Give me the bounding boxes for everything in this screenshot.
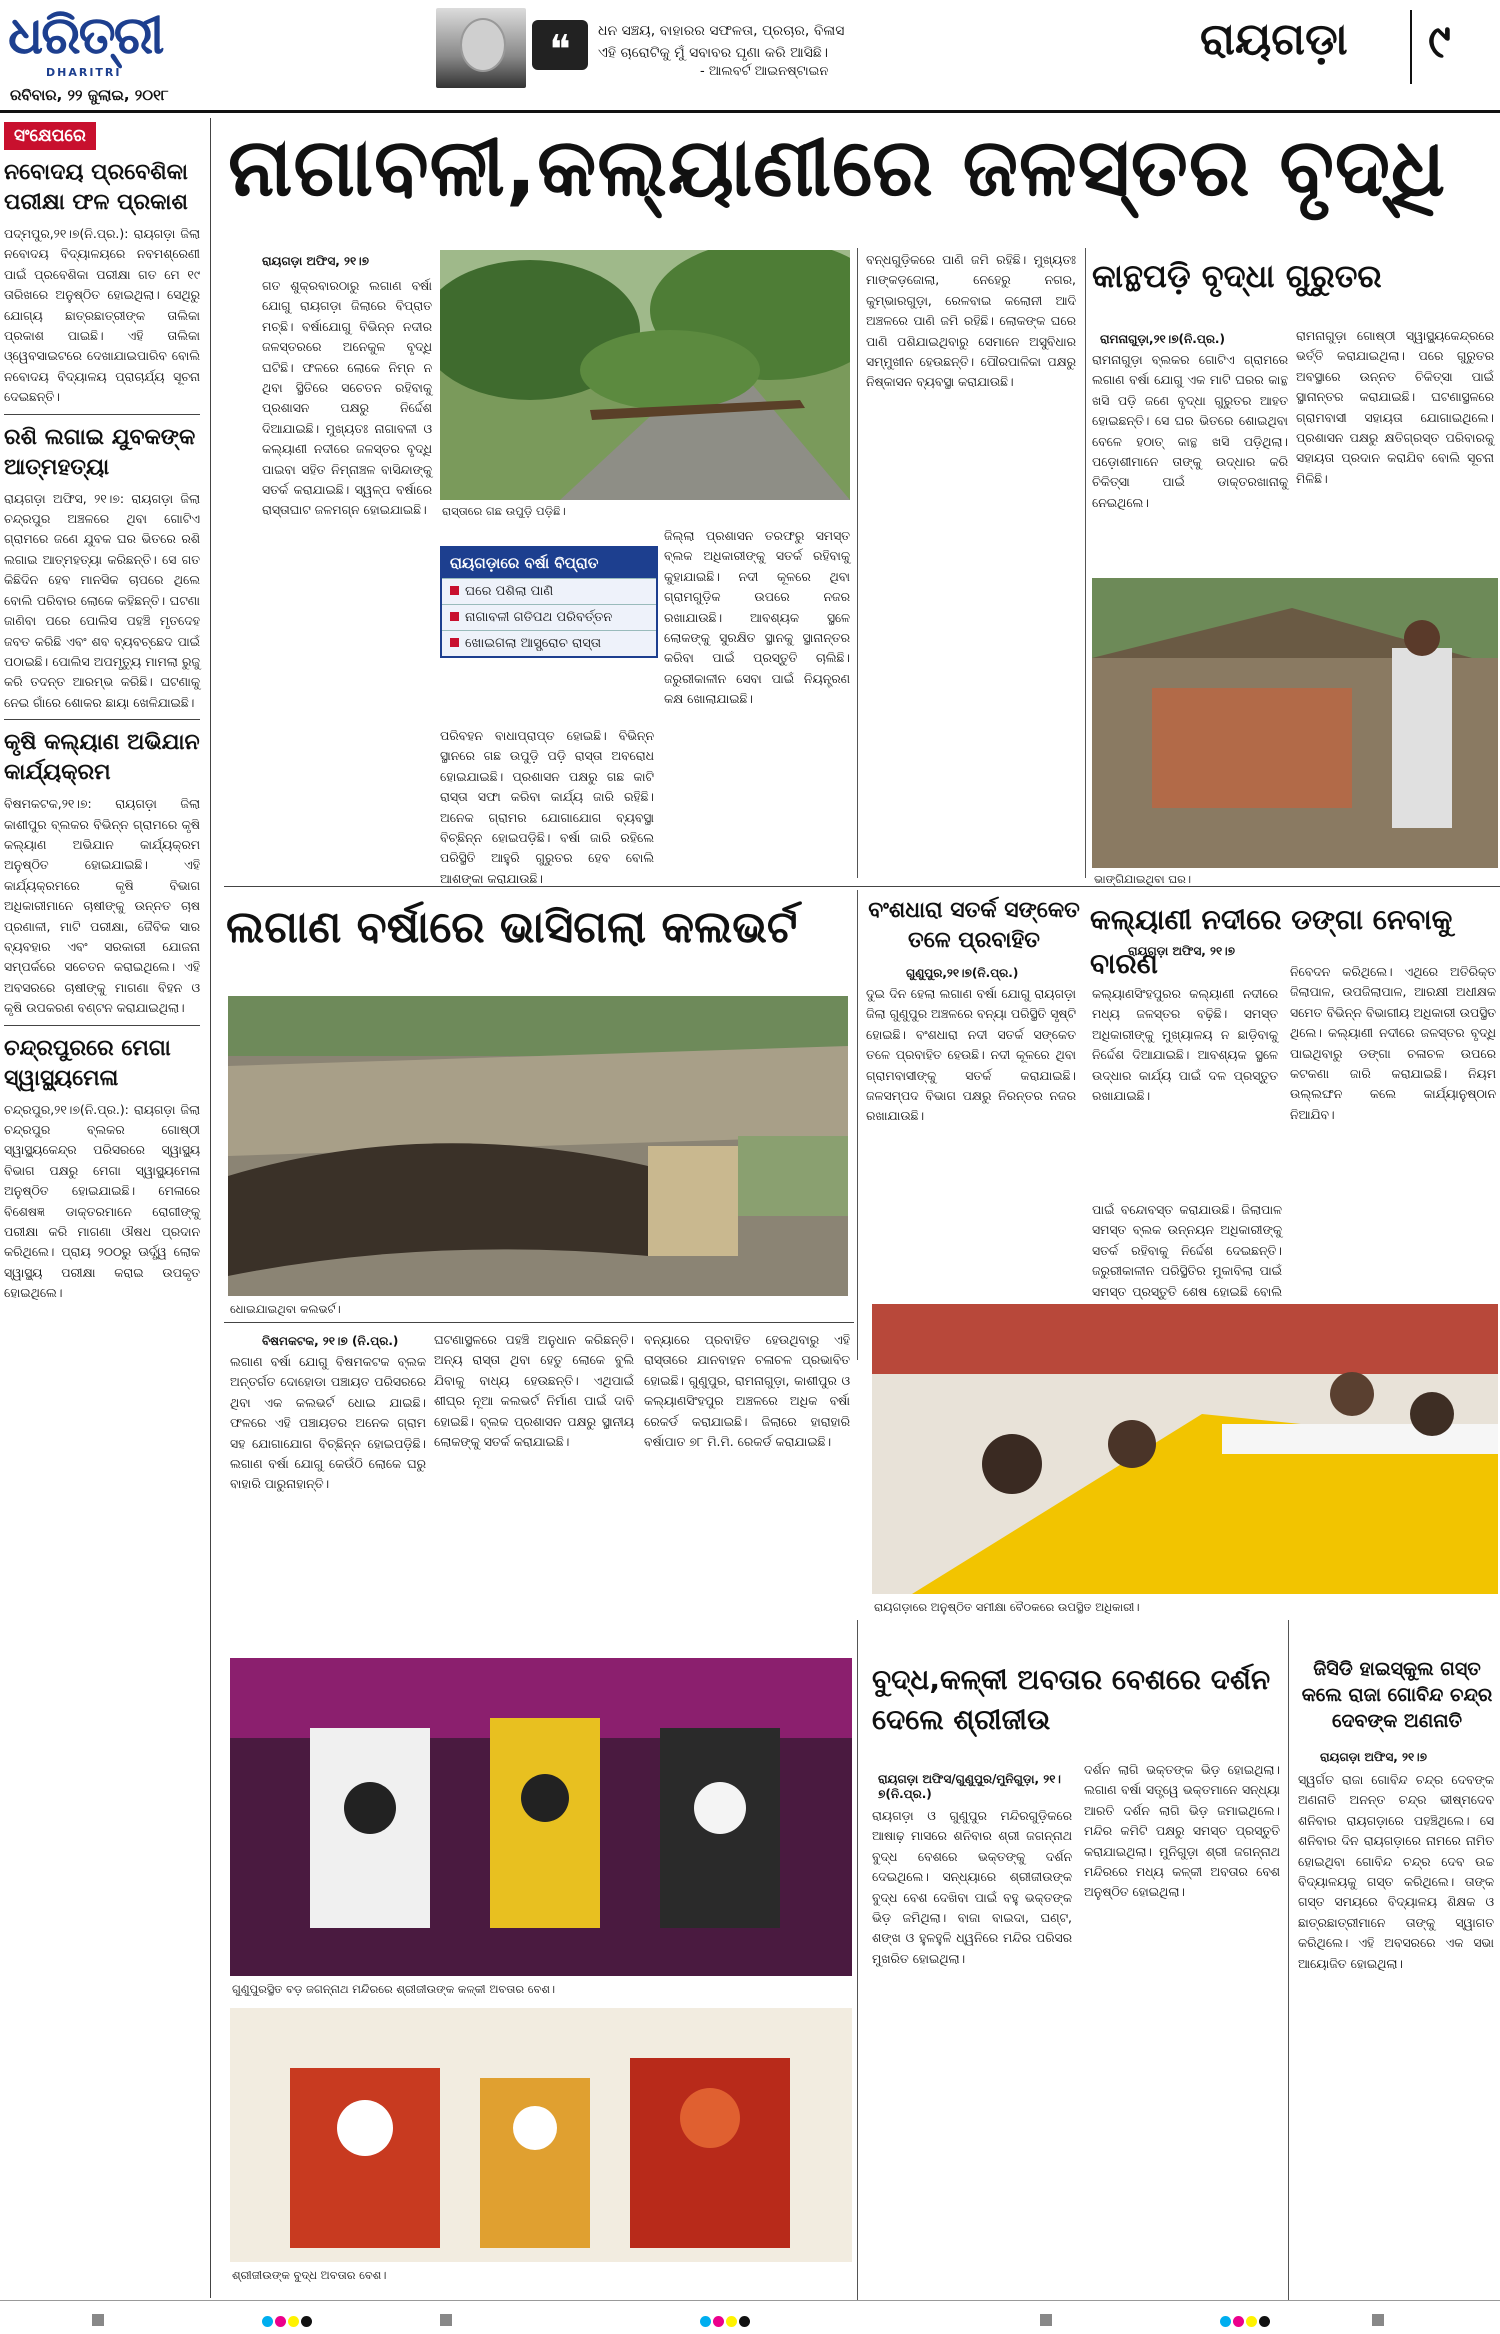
brief-item [4,728,200,1018]
registration-block [92,2314,104,2326]
bullet-icon [450,638,459,647]
column-rule [857,890,858,1360]
jagannath-text-col1: ରାୟଗଡ଼ା ଓ ଗୁଣୁପୁର ମନ୍ଦିରଗୁଡ଼ିକରେ ଆଷାଢ଼ ମାସରେ ଶନିବାର ଶ୍ରୀ ଜଗନ୍ନାଥ ବୁଦ୍ଧ ବେଶରେ ଭକ୍ତଙ୍କୁ ଦର୍ଶନ ଦେଇଥିଲେ। ସନ୍ଧ୍ୟାରେ ଶ୍ରୀଜୀଉଙ୍କ ବୁଦ୍ଧ ବେଶ ଦେଖିବା ପାଇଁ ବହୁ ଭକ୍ତଙ୍କ ଭିଡ଼ ଜମିଥିଲା। ବାଜା ବାଇଦା, ଘଣ୍ଟ, ଶଙ୍ଖ ଓ ହୁଳହୁଳି ଧ୍ୱନିରେ ମନ୍ଦିର ପରିସର ମୁଖରିତ ହୋଇଥିଲା। [872,1808,1072,1966]
masthead-logo [8,5,163,88]
brief-divider [4,414,200,415]
buddha-photo-caption: ଶ୍ରୀଜୀଉଙ୍କ ବୁଦ୍ଧ ଅବତାର ବେଶ। [232,2268,387,2282]
registration-block [1372,2314,1384,2326]
brief-body: ବିଷମକଟକ,୨୧।୭: ରାୟଗଡ଼ା ଜିଲା କାଶୀପୁର ବ୍ଲକର ବିଭିନ୍ନ ଗ୍ରାମରେ କୃଷି କଲ୍ୟାଣ ଅଭିଯାନ କାର୍ଯ୍ୟକ୍ରମ ଅନୁଷ୍ଠିତ ହୋଇଯାଇଛି। ଏହି କାର୍ଯ୍ୟକ୍ରମରେ କୃଷି ବିଭାଗ ଅଧିକାରୀମାନେ ଚାଷୀଙ୍କୁ ଉନ୍ନତ ଚାଷ ପ୍ରଣାଳୀ, ମାଟି ପରୀକ୍ଷା, ଜୈବିକ ସାର ବ୍ୟବହାର ଏବଂ ସରକାରୀ ଯୋଜନା ସମ୍ପର୍କରେ ସଚେତନ କରାଇଥିଲେ। ଏହି ଅବସରରେ ଚାଷୀଙ୍କୁ ମାଗଣା ବିହନ ଓ କୃଷି ଉପକରଣ ବଣ୍ଟନ କରାଯାଇଥିଲା। [4,796,200,1016]
column-rule [1288,1620,1289,2300]
brief-divider [4,719,200,720]
rain-highlight-text: ଖୋଇଗଲା ଆସ୍ପ୍ରୋଚ ରାସ୍ତା [465,636,602,651]
culvert-text-col1: ଲଗାଣ ବର୍ଷା ଯୋଗୁ ବିଷମକଟକ ବ୍ଲକ ଅନ୍ତର୍ଗତ ଦୋହୋଡା ପଞ୍ଚାୟତ ପରିସରରେ ଥିବା ଏକ କଲଭର୍ଟ ଧୋଇ ଯାଇଛି। ଫଳରେ ଏହି ପଞ୍ଚାୟତର ଅନେକ ଗ୍ରାମ ସହ ଯୋଗାଯୋଗ ବିଚ୍ଛିନ୍ନ ହୋଇପଡ଼ିଛି। ଲଗାଣ ବର୍ଷା ଯୋଗୁ କେଉଁଠି ଲୋକେ ଘରୁ ବାହାରି ପାରୁନାହାନ୍ତି। [230,1354,426,1492]
logo-subtitle: DHARITRI [46,66,122,79]
old-woman-byline: ରାମନାଗୁଡ଼ା,୨୧।୭(ନି.ପ୍ର.) [1100,332,1225,346]
culvert-text-col2: ଘଟଣାସ୍ଥଳରେ ପହଞ୍ଚି ଅନୁଧାନ କରିଛନ୍ତି। ଅନ୍ୟ ରାସ୍ତା ଥିବା ହେତୁ ଲୋକେ ବୁଲି ଯିବାକୁ ବାଧ୍ୟ ହେଉଛନ୍ତି। ଏଥିପାଇଁ ଶୀଘ୍ର ନୂଆ କଲଭର୍ଟ ନିର୍ମାଣ ପାଇଁ ଦାବି ହୋଇଛି। ବ୍ଲକ ପ୍ରଶାସନ ପକ୍ଷରୁ ସ୍ଥାନୀୟ ଲୋକଙ୍କୁ ସତର୍କ କରାଯାଇଛି। [434,1332,634,1450]
footer-rule [0,2300,1500,2301]
old-woman-text-col1: ରାମନାଗୁଡ଼ା ବ୍ଲକର ଗୋଟିଏ ଗ୍ରାମରେ ଲଗାଣ ବର୍ଷା ଯୋଗୁ ଏକ ମାଟି ଘରର କାନ୍ଥ ଖସି ପଡ଼ି ଜଣେ ବୃଦ୍ଧା ଗୁରୁତର ଆହତ ହୋଇଛନ୍ତି। ସେ ଘର ଭିତରେ ଶୋଇଥିବା ବେଳେ ହଠାତ୍ କାନ୍ଥ ଖସି ପଡ଼ିଥିଲା। ପଡ଼ୋଶୀମାନେ ତାଙ୍କୁ ଉଦ୍ଧାର କରି ଚିକିତ୍ସା ପାଇଁ ଡାକ୍ତରଖାନାକୁ ନେଇଥିଲେ। [1092,352,1288,510]
registration-dots [700,2312,752,2326]
section-name: ରାୟଗଡ଼ା [1200,14,1348,65]
old-woman-text-col2: ରାମନାଗୁଡ଼ା ଗୋଷ୍ଠୀ ସ୍ୱାସ୍ଥ୍ୟକେନ୍ଦ୍ରରେ ଭର୍ତ୍ତି କରାଯାଇଥିଲା। ପରେ ଗୁରୁତର ଅବସ୍ଥାରେ ଉନ୍ନତ ଚିକିତ୍ସା ପାଇଁ ସ୍ଥାନାନ୍ତର କରାଯାଇଛି। ଘଟଣାସ୍ଥଳରେ ଗ୍ରାମବାସୀ ସହାୟତା ଯୋଗାଇଥିଲେ। ପ୍ରଶାସନ ପକ୍ଷରୁ କ୍ଷତିଗ୍ରସ୍ତ ପରିବାରକୁ ସହାୟତା ପ୍ରଦାନ କରାଯିବ ବୋଲି ସୂଚନା ମିଳିଛି। [1296,328,1494,486]
culvert-text-col3: ବନ୍ୟାରେ ପ୍ରବାହିତ ହେଉଥିବାରୁ ଏହି ରାସ୍ତାରେ ଯାନବାହନ ଚଳାଚଳ ପ୍ରଭାବିତ ହୋଇଛି। ଗୁଣୁପୁର, ରାମନାଗୁଡ଼ା, କାଶୀପୁର ଓ କଲ୍ୟାଣସିଂହପୁର ଅଞ୍ଚଳରେ ଅଧିକ ବର୍ଷା ରେକର୍ଡ କରାଯାଇଛି। ଜିଲାରେ ହାରାହାରି ବର୍ଷାପାତ ୭୮ ମି.ମି. ରେକର୍ଡ କରାଯାଇଛି। [644,1332,850,1450]
column-rule [857,248,858,878]
brief-headline: ନବୋଦୟ ପ୍ରବେଶିକା ପରୀକ୍ଷା ଫଳ ପ୍ରକାଶ [4,160,188,215]
buddha-besha-photo [230,2008,852,2262]
registration-dot-icon [1220,2316,1231,2327]
gobinda-text-col1: ସ୍ୱର୍ଗତ ରାଜା ଗୋବିନ୍ଦ ଚନ୍ଦ୍ର ଦେବଙ୍କ ଅଣନାତି ଅନନ୍ତ ଚନ୍ଦ୍ର ଭୀଷ୍ମଦେବ ଶନିବାର ରାୟଗଡ଼ାରେ ପହଞ୍ଚିଥିଲେ। ସେ ଶନିବାର ଦିନ ରାୟଗଡ଼ାରେ ନାମରେ ନାମିତ ହୋଇଥିବା ଗୋବିନ୍ଦ ଚନ୍ଦ୍ର ଦେବ ଉଚ୍ଚ ବିଦ୍ୟାଳୟକୁ ଗସ୍ତ କରିଥିଲେ। ତାଙ୍କ ଗସ୍ତ ସମୟରେ ବିଦ୍ୟାଳୟ ଶିକ୍ଷକ ଓ ଛାତ୍ରଛାତ୍ରୀମାନେ ତାଙ୍କୁ ସ୍ୱାଗତ କରିଥିଲେ। ଏହି ଅବସରରେ ଏକ ସଭା ଆୟୋଜିତ ହୋଇଥିଲା। [1298,1772,1494,1971]
lead-byline: ରାୟଗଡ଼ା ଅଫିସ, ୨୧।୭ [262,254,369,268]
culvert-byline: ବିଷମକଟକ, ୨୧।୭ (ନି.ପ୍ର.) [262,1334,399,1348]
bullet-icon [450,612,459,621]
jagannath-headline: ବୁଦ୍ଧ,କଳ୍କୀ ଅବତାର ବେଶରେ ଦର୍ଶନ ଦେଲେ ଶ୍ରୀଜୀଉ [872,1663,1271,1736]
registration-block [1040,2314,1052,2326]
kalyani-byline: ରାୟଗଡ଼ା ଅଫିସ, ୨୧।୭ [1128,944,1235,958]
gobinda-headline: ଜିସିଡି ହାଇସ୍କୁଲ ଗସ୍ତ କଲେ ରାଜା ଗୋବିନ୍ଦ ଚନ୍ଦ୍ର ଦେବଙ୍କ ଅଣନାତି [1301,1658,1493,1732]
kalyani-headline: କଲ୍ୟାଣୀ ନଦୀରେ ଡଙ୍ଗା ନେବାକୁ ବାରଣ [1090,903,1453,980]
quote-author: - ଆଲବର୍ଟ ଆଇନଷ୍ଟାଇନ [700,64,829,79]
header-divider [1410,10,1412,84]
header-rule [0,110,1500,113]
registration-dot-icon [700,2316,711,2327]
vamsadhara-text-col2: କଲ୍ୟାଣସିଂହପୁରର କଲ୍ୟାଣୀ ନଦୀରେ ମଧ୍ୟ ଜଳସ୍ତର ବଢ଼ିଛି। ସମସ୍ତ ଅଧିକାରୀଙ୍କୁ ମୁଖ୍ୟାଳୟ ନ ଛାଡ଼ିବାକୁ ନିର୍ଦ୍ଦେଶ ଦିଆଯାଇଛି। ଆବଶ୍ୟକ ସ୍ଥଳେ ଉଦ୍ଧାର କାର୍ଯ୍ୟ ପାଇଁ ଦଳ ପ୍ରସ୍ତୁତ ରଖାଯାଇଛି। [1092,986,1278,1104]
jagannath-text-col2: ଦର୍ଶନ ଲାଗି ଭକ୍ତଙ୍କ ଭିଡ଼ ହୋଇଥିଲା। ଲଗାଣ ବର୍ଷା ସତ୍ତ୍ୱେ ଭକ୍ତମାନେ ସନ୍ଧ୍ୟା ଆରତି ଦର୍ଶନ ଲାଗି ଭିଡ଼ ଜମାଇଥିଲେ। ମନ୍ଦିର କମିଟି ପକ୍ଷରୁ ସମସ୍ତ ପ୍ରସ୍ତୁତି କରାଯାଇଥିଲା। ମୁନିଗୁଡ଼ା ଶ୍ରୀ ଜଗନ୍ନାଥ ମନ୍ଦିରରେ ମଧ୍ୟ କଳ୍କୀ ଅବତାର ବେଶ ଅନୁଷ୍ଠିତ ହୋଇଥିଲା। [1084,1762,1280,1900]
lead-headline: ନାଗାବଳୀ,କଲ୍ୟାଣୀରେ ଜଳସ୍ତର ବୃଦ୍ଧି [228,121,1447,214]
quote-line-1: ଧନ ସଞ୍ଚୟ, ବାହାରର ସଫଳତା, ପ୍ରଚାର, ବିଳାସ [598,23,845,39]
vamsadhara-byline: ଗୁଣୁପୁର,୨୧।୭(ନି.ପ୍ର.) [906,966,1019,980]
bullet-icon [450,586,459,595]
brief-body: ରାୟଗଡ଼ା ଅଫିସ, ୨୧।୭: ରାୟଗଡ଼ା ଜିଲା ଚନ୍ଦ୍ରପୁର ଅଞ୍ଚଳରେ ଥିବା ଗୋଟିଏ ଗ୍ରାମରେ ଜଣେ ଯୁବକ ଘର ଭିତରେ ରଶି ଲଗାଇ ଆତ୍ମହତ୍ୟା କରିଛନ୍ତି। ସେ ଗତ କିଛିଦିନ ହେବ ମାନସିକ ଚାପରେ ଥିଲେ ବୋଲି ପରିବାର ଲୋକେ କହିଛନ୍ତି। ଘଟଣା ଜାଣିବା ପରେ ପୋଲିସ ପହଞ୍ଚି ମୃତଦେହ ଜବତ କରିଛି ଏବଂ ଶବ ବ୍ୟବଚ୍ଛେଦ ପାଇଁ ପଠାଇଛି। ପୋଲିସ ଅପମୃତ୍ୟୁ ମାମଲା ରୁଜୁ କରି ତଦନ୍ତ ଆରମ୍ଭ କରିଛି। ଘଟଣାକୁ ନେଇ ଗାଁରେ ଶୋକର ଛାୟା ଖେଳିଯାଇଛି। [4,490,200,710]
column-rule [1085,248,1086,878]
registration-dot-icon [1259,2316,1270,2327]
kalki-photo-caption: ଗୁଣୁପୁରସ୍ଥିତ ବଡ଼ ଜଗନ୍ନାଥ ମନ୍ଦିରରେ ଶ୍ରୀଜୀଉଙ୍କ କଳ୍କୀ ଅବତାର ବେଶ। [232,1982,556,1996]
brief-column [4,122,200,1304]
lead-text-col4: ବନ୍ଧଗୁଡ଼ିକରେ ପାଣି ଜମି ରହିଛି। ମୁଖ୍ୟତଃ ମାଙ୍କଡ଼ଜୋଲା, ନେହେରୁ ନଗର, କୁମ୍ଭାରଗୁଡ଼ା, ରେଳବାଇ କଲୋନୀ ଆଦି ଅଞ୍ଚଳରେ ପାଣି ଜମି ରହିଛି। ଲୋକଙ୍କ ଘରେ ପାଣି ପଶିଯାଇଥିବାରୁ ସେମାନେ ଅସୁବିଧାର ସମ୍ମୁଖୀନ ହେଉଛନ୍ତି। ପୌରପାଳିକା ପକ୍ଷରୁ ନିଷ୍କାସନ ବ୍ୟବସ୍ଥା କରାଯାଉଛି। [866,252,1076,390]
registration-dots [1220,2312,1272,2326]
lead-photo-caption: ରାସ୍ତାରେ ଗଛ ଉପୁଡ଼ି ପଡ଼ିଛି। [442,504,566,518]
review-meeting-photo [872,1304,1498,1594]
kalki-besha-photo [230,1658,852,1976]
registration-dot-icon [1246,2316,1257,2327]
brief-item [4,423,200,713]
collapsed-house-photo [1092,578,1498,868]
registration-dot-icon [713,2316,724,2327]
brief-headline: ରଶି ଲଗାଇ ଯୁବକଙ୍କ ଆତ୍ମହତ୍ୟା [4,424,196,480]
registration-dot-icon [288,2316,299,2327]
kalyani-text-col2: ପାଇଁ ବନ୍ଦୋବସ୍ତ କରାଯାଉଛି। ଜିଲାପାଳ ସମସ୍ତ ବ୍ଲକ ଉନ୍ନୟନ ଅଧିକାରୀଙ୍କୁ ସତର୍କ ରହିବାକୁ ନିର୍ଦ୍ଦେଶ ଦେଇଛନ୍ତି। ଜରୁରୀକାଳୀନ ପରିସ୍ଥିତିର ମୁକାବିଲା ପାଇଁ ସମସ୍ତ ପ୍ରସ୍ତୁତି ଶେଷ ହୋଇଛି ବୋଲି [1092,1202,1282,1299]
rain-highlight-item [442,604,656,630]
gobinda-byline: ରାୟଗଡ଼ା ଅଫିସ, ୨୧।୭ [1320,1750,1427,1764]
lead-text-col2: ପରିବହନ ବାଧାପ୍ରାପ୍ତ ହୋଇଛି। ବିଭିନ୍ନ ସ୍ଥାନରେ ଗଛ ଉପୁଡ଼ି ପଡ଼ି ରାସ୍ତା ଅବରୋଧ ହୋଇଯାଇଛି। ପ୍ରଶାସନ ପକ୍ଷରୁ ଗଛ କାଟି ରାସ୍ତା ସଫା କରିବା କାର୍ଯ୍ୟ ଜାରି ରହିଛି। ଅନେକ ଗ୍ରାମର ଯୋଗାଯୋଗ ବ୍ୟବସ୍ଥା ବିଚ୍ଛିନ୍ନ ହୋଇପଡ଼ିଛି। ବର୍ଷା ଜାରି ରହିଲେ ପରିସ୍ଥିତି ଆହୁରି ଗୁରୁତର ହେବ ବୋଲି ଆଶଙ୍କା କରାଯାଉଛି। [440,728,654,886]
dateline: ରବିବାର, ୨୨ ଜୁଲାଇ, ୨୦୧୮ [10,86,169,104]
culvert-photo-caption: ଧୋଇଯାଇଥିବା କଲଭର୍ଟ। [230,1302,341,1316]
rain-highlights-box [440,546,658,658]
registration-dot-icon [262,2316,273,2327]
registration-dots [262,2312,314,2326]
old-woman-headline: କାନ୍ଥପଡ଼ି ବୃଦ୍ଧା ଗୁରୁତର [1092,257,1382,295]
logo-text: ଧରିତ୍ରୀ [8,5,163,66]
registration-dot-icon [275,2316,286,2327]
brief-body: ପଦ୍ମପୁର,୨୧।୭(ନି.ପ୍ର.): ରାୟଗଡ଼ା ଜିଲା ନବୋଦୟ ବିଦ୍ୟାଳୟରେ ନବମଶ୍ରେଣୀ ପାଇଁ ପ୍ରବେଶିକା ପରୀକ୍ଷା ଗତ ମେ ୧୯ ତାରିଖରେ ଅନୁଷ୍ଠିତ ହୋଇଥିଲା। ସେଥିରୁ ଯୋଗ୍ୟ ଛାତ୍ରଛାତ୍ରୀଙ୍କ ତାଲିକା ପ୍ରକାଶ ପାଇଛି। ଏହି ତାଲିକା ଓ୍ୱେବସାଇଟରେ ଦେଖାଯାଇପାରିବ ବୋଲି ନବୋଦୟ ବିଦ୍ୟାଳୟ ପ୍ରାଚାର୍ଯ୍ୟ ସୂଚନା ଦେଇଛନ୍ତି। [4,226,200,405]
registration-dot-icon [1233,2316,1244,2327]
kalyani-text-col1: ନିବେଦନ କରିଥିଲେ। ଏଥିରେ ଅତିରିକ୍ତ ଜିଲାପାଳ, ଉପଜିଲାପାଳ, ଆରକ୍ଷୀ ଅଧୀକ୍ଷକ ସମେତ ବିଭିନ୍ନ ବିଭାଗୀୟ ଅଧିକାରୀ ଉପସ୍ଥିତ ଥିଲେ। କଲ୍ୟାଣୀ ନଦୀରେ ଜଳସ୍ତର ବୃଦ୍ଧି ପାଇଥିବାରୁ ଡଙ୍ଗା ଚଳାଚଳ ଉପରେ କଟକଣା ଜାରି କରାଯାଇଛି। ନିୟମ ଉଲ୍ଲଙ୍ଘନ କଲେ କାର୍ଯ୍ୟାନୁଷ୍ଠାନ ନିଆଯିବ। [1290,964,1496,1122]
culvert-headline: ଲଗାଣ ବର୍ଷାରେ ଭାସିଗଲା କଲଭର୍ଟ [226,902,798,953]
vamsadhara-headline: ବଂଶଧାରା ସତର୍କ ସଙ୍କେତ ତଳେ ପ୍ରବାହିତ [868,898,1080,953]
rain-highlights-title: ରାୟଗଡ଼ାରେ ବର୍ଷା ବିପ୍ରାତ [442,548,656,578]
quote-icon: ❝ [532,20,588,70]
vamsadhara-text-col1: ଦୁଇ ଦିନ ହେଲା ଲଗାଣ ବର୍ଷା ଯୋଗୁ ରାୟଗଡ଼ା ଜିଲା ଗୁଣୁପୁର ଅଞ୍ଚଳରେ ବନ୍ୟା ପରିସ୍ଥିତି ସୃଷ୍ଟି ହୋଇଛି। ବଂଶଧାରା ନଦୀ ସତର୍କ ସଙ୍କେତ ତଳେ ପ୍ରବାହିତ ହେଉଛି। ନଦୀ କୂଳରେ ଥିବା ଗ୍ରାମବାସୀଙ୍କୁ ସତର୍କ କରାଯାଇଛି। ଜଳସମ୍ପଦ ବିଭାଗ ପକ୍ଷରୁ ନିରନ୍ତର ନଜର ରଖାଯାଉଛି। [866,986,1076,1124]
quote-block [598,20,1198,64]
washed-culvert-photo [228,996,848,1296]
brief-headline: କୃଷି କଲ୍ୟାଣ ଅଭିଯାନ କାର୍ଯ୍ୟକ୍ରମ [4,730,200,786]
meeting-photo-caption: ରାୟଗଡ଼ାରେ ଅନୁଷ୍ଠିତ ସମୀକ୍ଷା ବୈଠକରେ ଉପସ୍ଥିତ ଅଧିକାରୀ। [874,1600,1140,1614]
lead-text-col1: ଗତ ଶୁକ୍ରବାରଠାରୁ ଲଗାଣ ବର୍ଷା ଯୋଗୁ ରାୟଗଡ଼ା ଜିଲାରେ ବିପ୍ରାତ ମଚ୍ଛି। ବର୍ଷାଯୋଗୁ ବିଭିନ୍ନ ନଦୀର ଜଳସ୍ତରରେ ଅନେକୁଳ ବୃଦ୍ଧି ଘଟିଛି। ଫଳରେ ଲୋକେ ନିମ୍ନ ନ ଥିବା ସ୍ଥିତିରେ ସଚେତନ ରହିବାକୁ ପ୍ରଶାସନ ପକ୍ଷରୁ ନିର୍ଦ୍ଦେଶ ଦିଆଯାଇଛି। ମୁଖ୍ୟତଃ ନାଗାବଳୀ ଓ କଲ୍ୟାଣୀ ନଦୀରେ ଜଳସ୍ତର ବୃଦ୍ଧି ପାଇବା ସହିତ ନିମ୍ନାଞ୍ଚଳ ବାସିନ୍ଦାଙ୍କୁ ସତର୍କ କରାଯାଇଛି। ସ୍ୱଳ୍ପ ବର୍ଷାରେ ରାସ୍ତାଘାଟ ଜଳମଗ୍ନ ହୋଇଯାଇଛି। [262,278,432,518]
fallen-tree-photo [440,250,850,500]
quote-line-2: ଏହି ଚାରୋଟିକୁ ମୁଁ ସବାବର ଘୃଣା କରି ଆସିଛି। [598,45,828,61]
column-rule [857,1620,858,2300]
quote-portrait [436,8,526,88]
jagannath-byline: ରାୟଗଡ଼ା ଅଫିସ/ଗୁଣୁପୁର/ମୁନିଗୁଡ଼ା, ୨୧।୭(ନି.ପ୍ର.) [878,1772,1061,1801]
brief-headline: ଚନ୍ଦ୍ରପୁରରେ ମେଗା ସ୍ୱାସ୍ଥ୍ୟମେଳା [4,1035,171,1091]
registration-dot-icon [726,2316,737,2327]
rain-highlight-item [442,630,656,656]
registration-dot-icon [301,2316,312,2327]
registration-dot-icon [739,2316,750,2327]
rain-highlight-text: ନାଗାବଳୀ ଗତିପଥ ପରିବର୍ତ୍ତନ [465,610,613,625]
brief-label: ସଂକ୍ଷେପରେ [4,122,96,150]
brief-item [4,158,200,408]
brief-item [4,1034,200,1304]
rain-highlight-item [442,578,656,604]
section-divider [224,1322,854,1323]
page-number: ୯ [1428,14,1451,68]
old-woman-photo-caption: ଭାଙ୍ଗିଯାଇଥିବା ଘର। [1094,872,1192,886]
brief-divider [4,1025,200,1026]
left-column-rule [210,118,211,2298]
section-divider [224,886,1500,887]
rain-highlight-text: ଘରେ ପଶିଲା ପାଣି [465,584,554,599]
brief-body: ଚନ୍ଦ୍ରପୁର,୨୧।୭(ନି.ପ୍ର.): ରାୟଗଡ଼ା ଜିଲା ଚନ୍ଦ୍ରପୁର ବ୍ଲକର ଗୋଷ୍ଠୀ ସ୍ୱାସ୍ଥ୍ୟକେନ୍ଦ୍ର ପରିସରରେ ସ୍ୱାସ୍ଥ୍ୟ ବିଭାଗ ପକ୍ଷରୁ ମେଗା ସ୍ୱାସ୍ଥ୍ୟମେଳା ଅନୁଷ୍ଠିତ ହୋଇଯାଇଛି। ମେଳାରେ ବିଶେଷଜ୍ଞ ଡାକ୍ତରମାନେ ରୋଗୀଙ୍କୁ ପରୀକ୍ଷା କରି ମାଗଣା ଔଷଧ ପ୍ରଦାନ କରିଥିଲେ। ପ୍ରାୟ ୨୦୦ରୁ ଊର୍ଦ୍ଧ୍ୱ ଲୋକ ସ୍ୱାସ୍ଥ୍ୟ ପରୀକ୍ଷା କରାଇ ଉପକୃତ ହୋଇଥିଲେ। [4,1101,200,1301]
lead-text-col3: ଜିଲ୍ଲା ପ୍ରଶାସନ ତରଫରୁ ସମସ୍ତ ବ୍ଲକ ଅଧିକାରୀଙ୍କୁ ସତର୍କ ରହିବାକୁ କୁହାଯାଇଛି। ନଦୀ କୂଳରେ ଥିବା ଗ୍ରାମଗୁଡ଼ିକ ଉପରେ ନଜର ରଖାଯାଉଛି। ଆବଶ୍ୟକ ସ୍ଥଳେ ଲୋକଙ୍କୁ ସୁରକ୍ଷିତ ସ୍ଥାନକୁ ସ୍ଥାନାନ୍ତର କରିବା ପାଇଁ ପ୍ରସ୍ତୁତି ଚାଲିଛି। ଜରୁରୀକାଳୀନ ସେବା ପାଇଁ ନିୟନ୍ତ୍ରଣ କକ୍ଷ ଖୋଲାଯାଇଛି। [664,528,850,707]
registration-block [440,2314,452,2326]
